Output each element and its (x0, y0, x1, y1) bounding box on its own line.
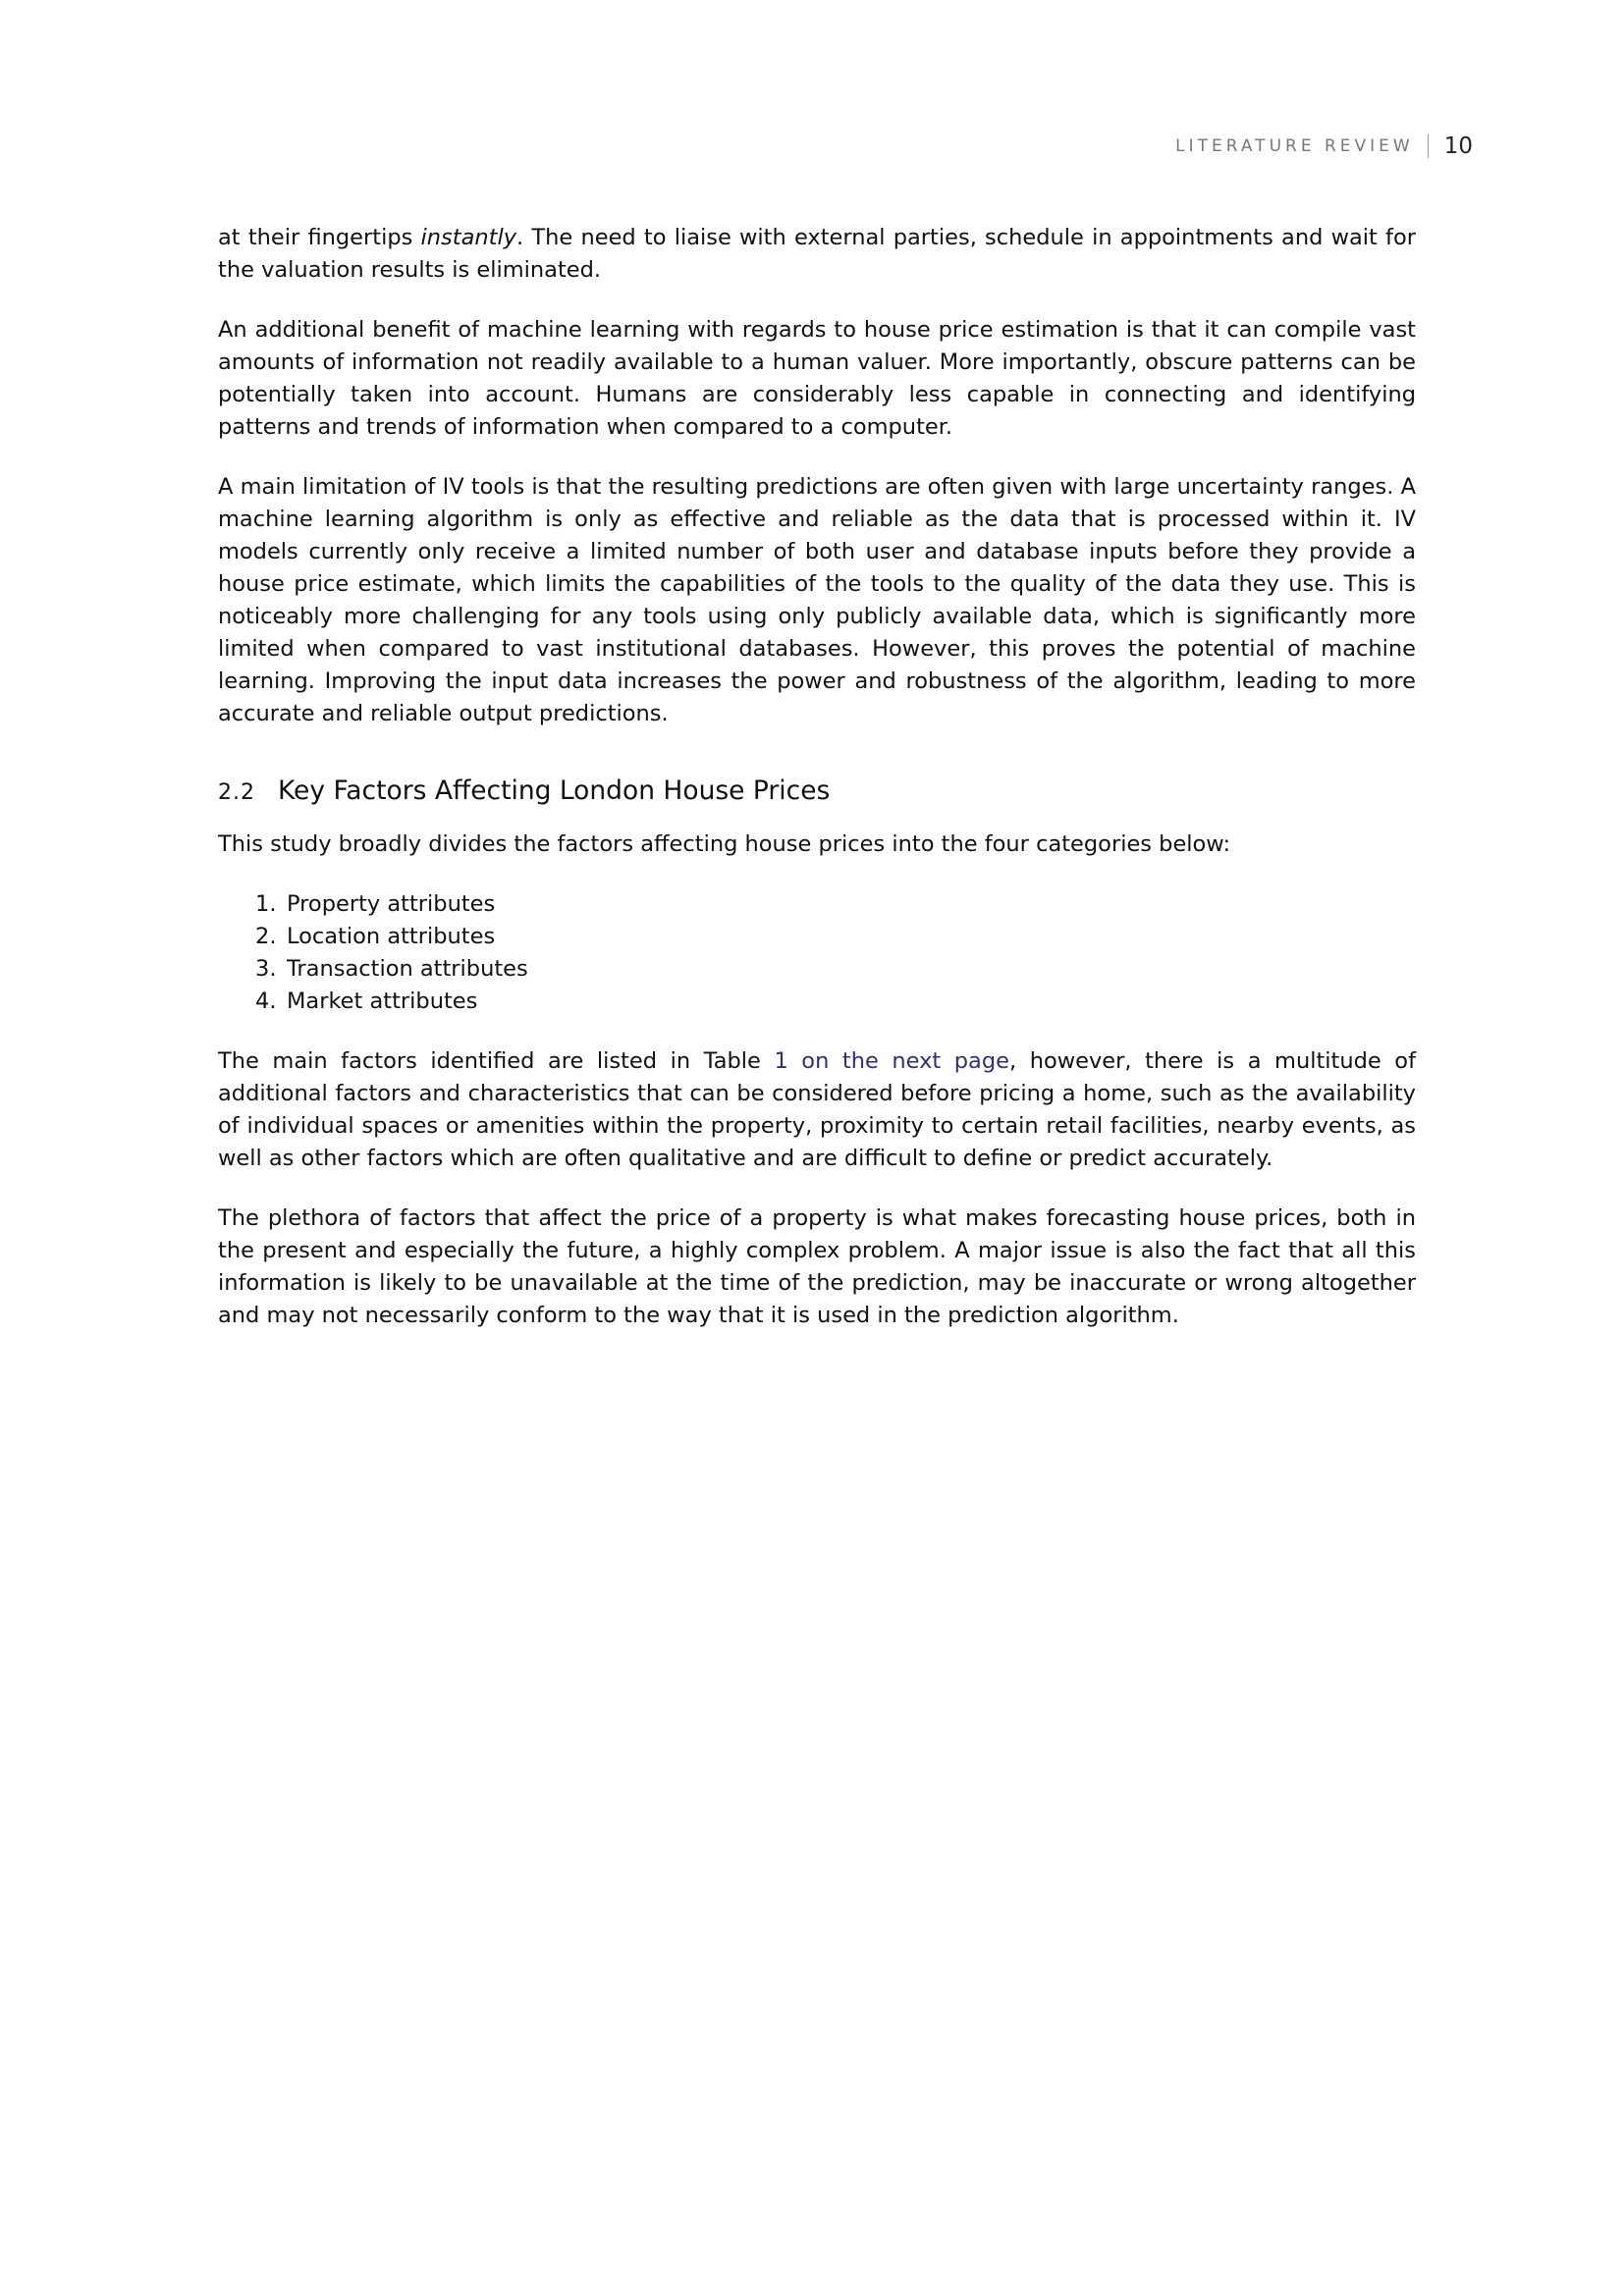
paragraph-ml-benefit: An additional benefit of machine learning with regards to house price estimation is that it can compile vast amounts of information not readily available to a human valuer. More importantly, obscure patterns can be potentially taken into account. Humans are considerably less capable in connecting and identifying patterns and trends of information when compared to a computer. (218, 317, 1416, 440)
factor-category-list (218, 888, 1416, 1018)
running-header-title: LITERATURE REVIEW (1175, 136, 1414, 156)
paragraph-continuation: at their fingertips instantly. The need to liaise with external parties, schedule in appointments and wait for the valuation results is eliminated. (218, 225, 1416, 283)
list-item: 2. Location attributes (255, 924, 496, 949)
paragraph-iv-limitation: A main limitation of IV tools is that the resulting predictions are often given with large uncertainty ranges. A machine learning algorithm is only as effective and reliable as the data that is processed within it. IV models currently only receive a limited number of both user and database inputs before they provide a house price estimate, which limits the capabilities of the tools to the quality of the data they use. This is noticeably more challenging for any tools using only publicly available data, which is significantly more limited when compared to vast institutional databases. However, this proves the potential of machine learning. Improving the input data increases the power and robustness of the algorithm, leading to more accurate and reliable output predictions. (218, 474, 1416, 726)
paragraph-plethora: The plethora of factors that affect the price of a property is what makes forecasting house prices, both in the present and especially the future, a highly complex problem. A major issue is also the fact that all this information is likely to be unavailable at the time of the prediction, may be inaccurate or wrong altogether and may not necessarily conform to the way that it is used in the prediction algorithm. (218, 1205, 1416, 1328)
paragraph-main-factors: The main factors identified are listed in Table 1 on the next page, however, there is a multitude of additional factors and characteristics that can be considered before pricing a home, such as the availability of individual spaces or amenities within the property, proximity to certain retail facilities, nearby events, as well as other factors which are often qualitative and are difficult to define or predict accurately. (218, 1048, 1416, 1171)
section-title: Key Factors Affecting London House Prices (278, 775, 831, 806)
table-reference-link[interactable]: 1 on the next page (774, 1048, 1009, 1074)
list-item: 3. Transaction attributes (255, 956, 528, 982)
section-number: 2.2 (218, 780, 255, 805)
section-intro: This study broadly divides the factors affecting house prices into the four categories below: (218, 831, 1231, 857)
emphasis-instantly: instantly (420, 225, 517, 250)
section-heading (218, 774, 1416, 811)
page-body (218, 222, 1416, 1332)
header-divider (1428, 134, 1429, 158)
list-item: 1. Property attributes (255, 891, 496, 917)
page-number: 10 (1443, 133, 1473, 159)
running-header (1175, 133, 1473, 159)
list-item: 4. Market attributes (255, 988, 478, 1014)
